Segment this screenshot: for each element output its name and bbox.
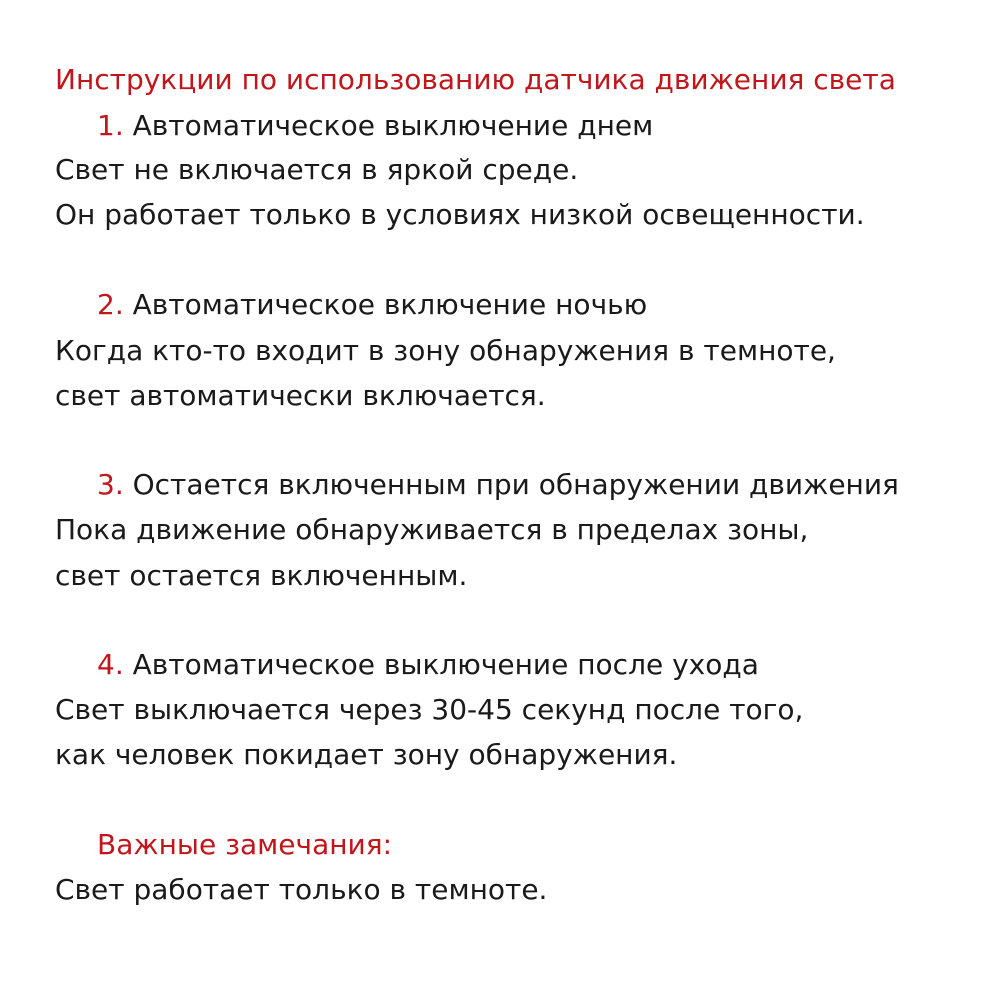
section-4-line-1: Свет выключается через 30-45 секунд после того, <box>55 693 804 726</box>
notes-line-1: Свет работает только в темноте. <box>55 873 548 906</box>
section-1-number: 1. <box>97 109 124 142</box>
section-3-heading-row <box>97 467 899 503</box>
section-3-line-2: свет остается включенным. <box>55 559 468 592</box>
section-2-line-2: свет автоматически включается. <box>55 379 546 412</box>
section-2-heading-row <box>97 287 647 323</box>
section-4-line-2: как человек покидает зону обнаружения. <box>55 738 678 771</box>
section-3-line-1: Пока движение обнаруживается в пределах зоны, <box>55 513 809 546</box>
section-4-number: 4. <box>97 648 124 681</box>
section-3-number: 3. <box>97 468 124 501</box>
section-2-heading: Автоматическое включение ночью <box>132 288 648 321</box>
notes-label: Важные замечания: <box>97 828 393 861</box>
section-3-heading: Остается включенным при обнаружении движения <box>132 468 899 501</box>
page-title: Инструкции по использованию датчика движения света <box>55 63 896 96</box>
section-4-heading: Автоматическое выключение после ухода <box>132 648 759 681</box>
section-4-heading-row <box>97 647 759 683</box>
section-2-line-1: Когда кто-то входит в зону обнаружения в темноте, <box>55 334 836 367</box>
section-2-number: 2. <box>97 288 124 321</box>
section-1-heading-row <box>97 108 653 144</box>
section-1-line-2: Он работает только в условиях низкой освещенности. <box>55 198 865 231</box>
section-1-line-1: Свет не включается в яркой среде. <box>55 153 579 186</box>
section-1-heading: Автоматическое выключение днем <box>132 109 654 142</box>
